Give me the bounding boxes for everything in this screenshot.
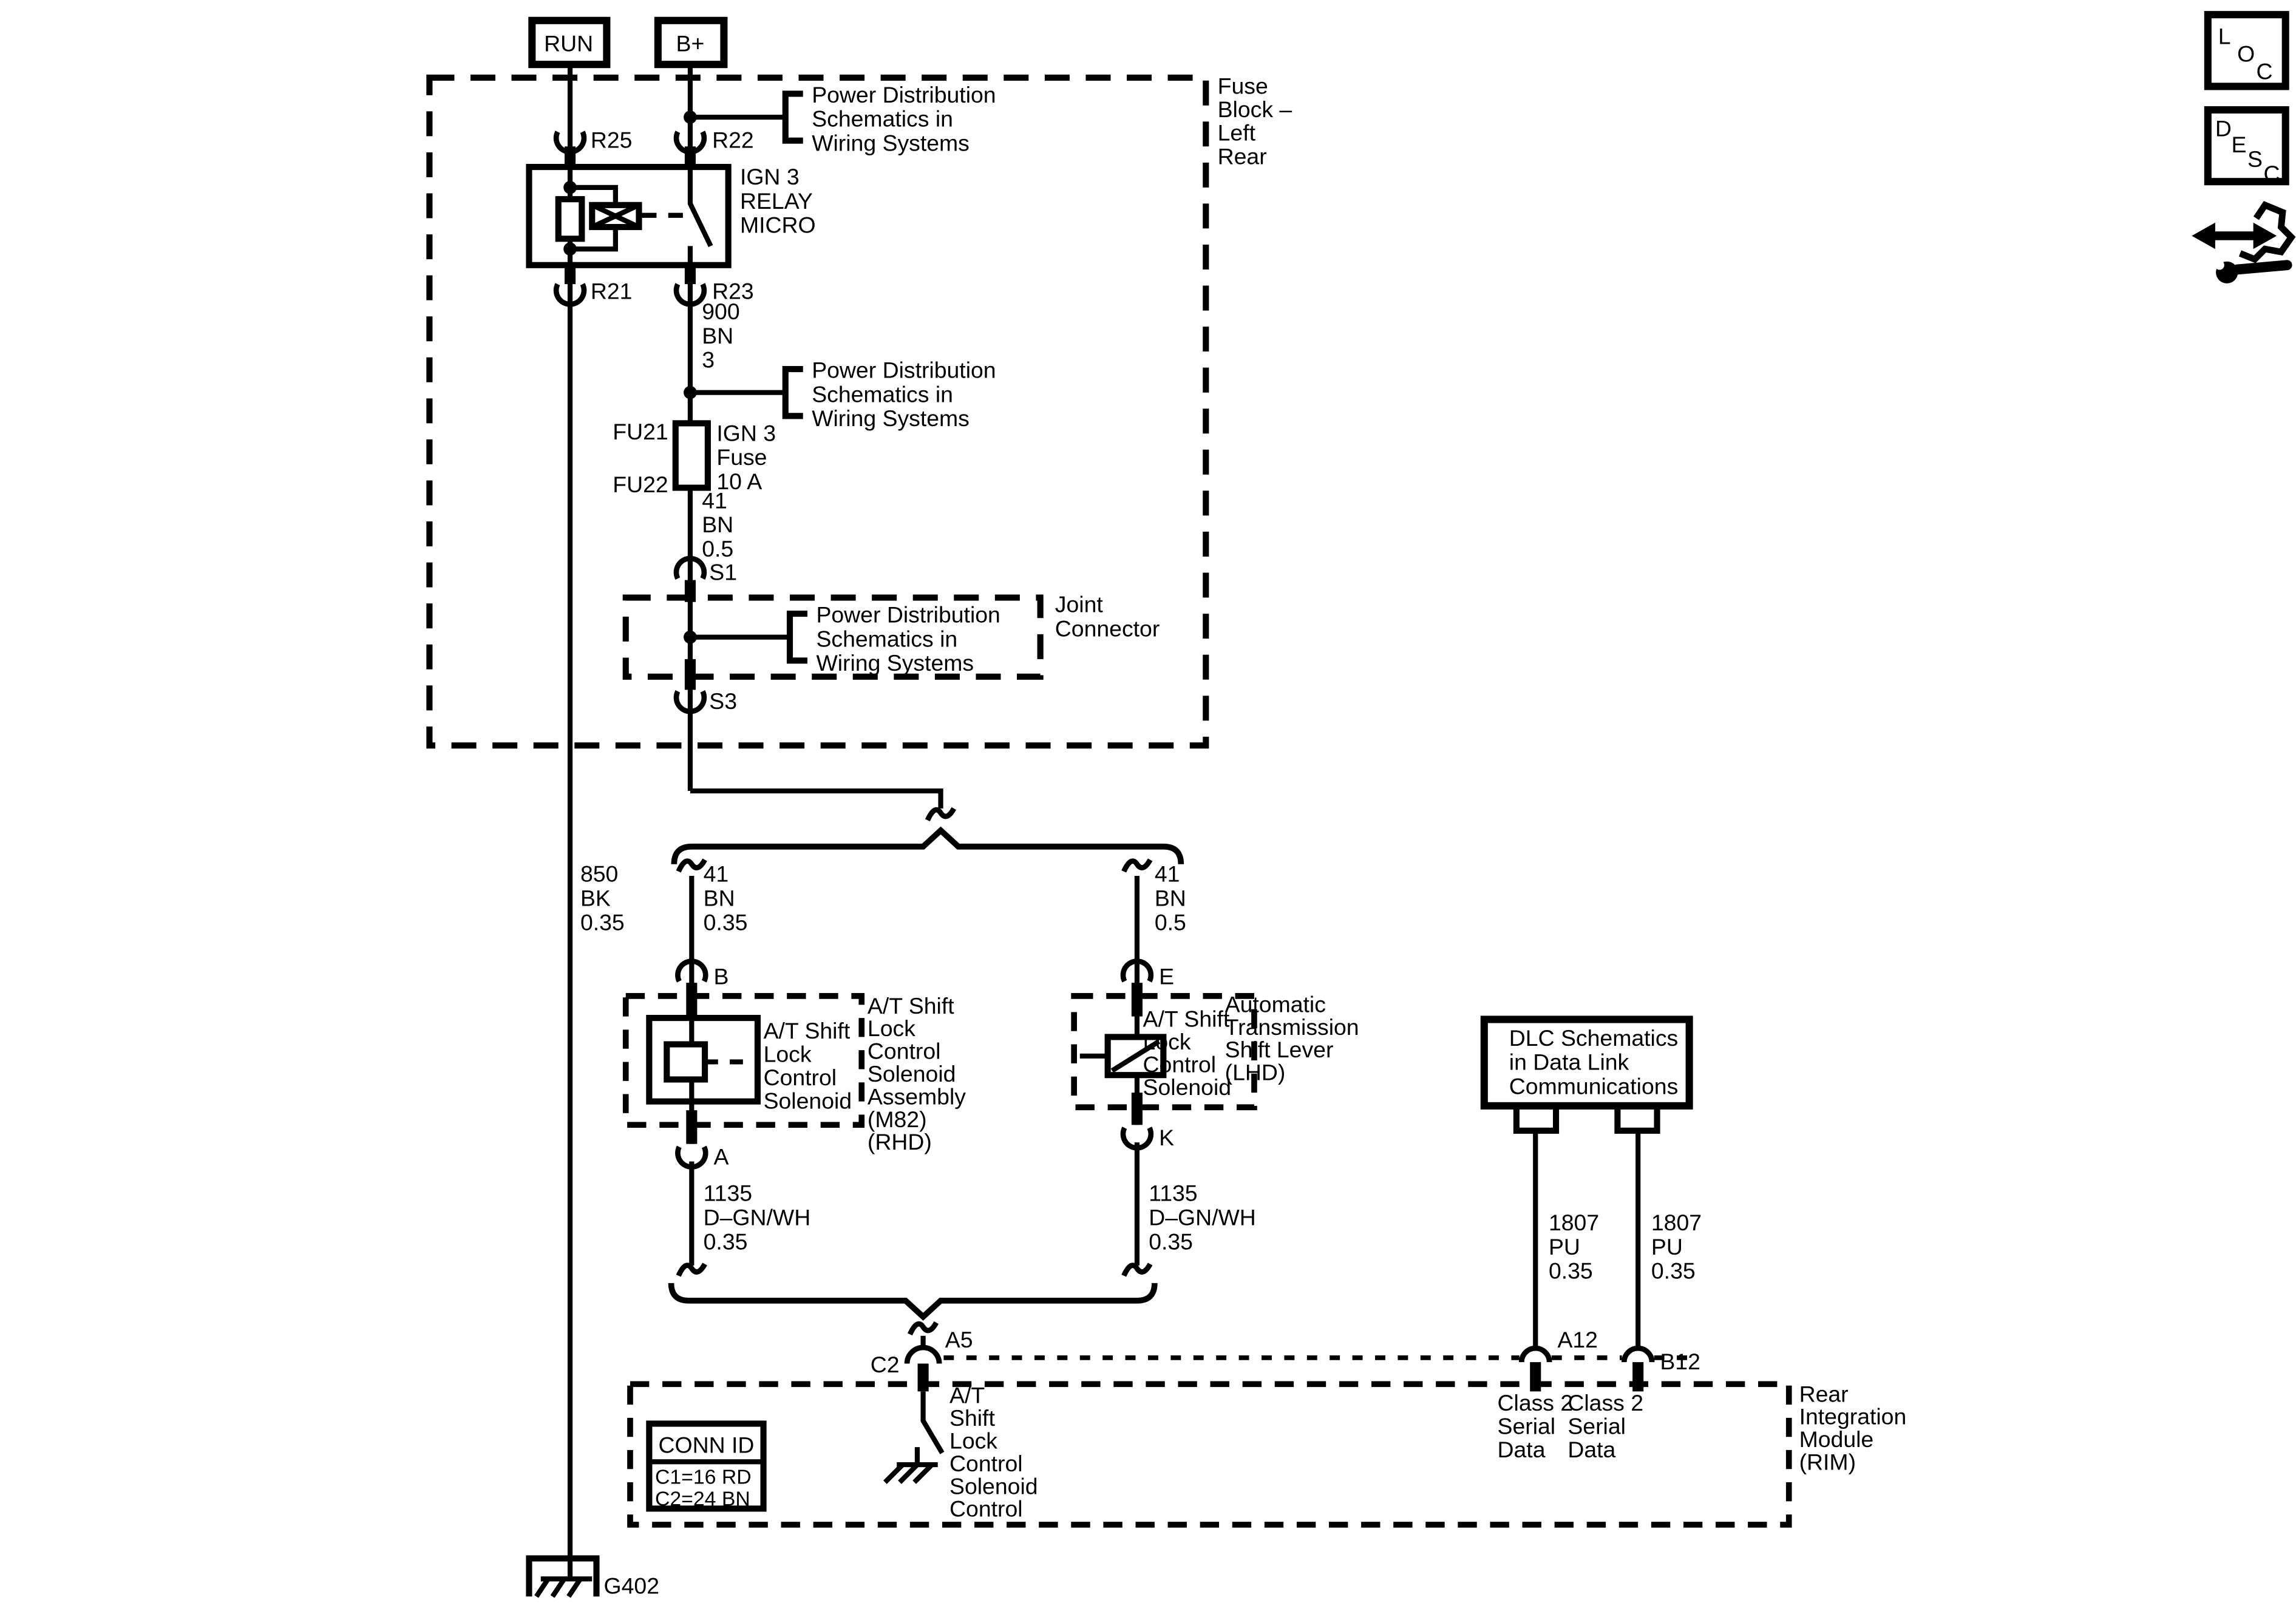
loc-letter-l: L (2218, 23, 2231, 49)
wire-1135-right: 1135 D–GN/WH 0.35 (1149, 1180, 1256, 1255)
ref-bracket (790, 614, 807, 660)
junction-dot (684, 631, 697, 644)
ref-power-dist-2: Power Distribution Schematics in Wiring Systems (812, 357, 996, 432)
break-icon (910, 1323, 936, 1334)
g402-ground (529, 1556, 596, 1597)
solenoid-right-outer-label: Automatic Transmission Shift Lever (LHD) (1224, 991, 1359, 1085)
double-arrow-head-left (2192, 223, 2215, 249)
wire-1807-right: 1807 PU 0.35 (1651, 1209, 1702, 1284)
wire-900-bn-3: 900 BN 3 (702, 299, 740, 373)
desc-letter-e: E (2231, 131, 2247, 157)
conn-id-row1: C1=16 RD (655, 1465, 752, 1489)
wire-41-bn-05-right: 41 BN 0.5 (1154, 861, 1186, 935)
fuse-block-label: Fuse Block – Left Rear (1217, 73, 1292, 169)
terminal-a12: A12 (1557, 1327, 1598, 1352)
junction-dot (563, 242, 577, 256)
bplus-label: B+ (676, 30, 705, 56)
fuse-fu22: FU22 (613, 471, 668, 497)
toolbar-icons (2192, 15, 2291, 283)
wire-segment (690, 791, 941, 808)
class2-label-left: Class 2 Serial Data (1497, 1389, 1574, 1462)
chassis-hatch (537, 1579, 580, 1596)
wire-41-bn-05: 41 BN 0.5 (702, 487, 734, 561)
relay-name: IGN 3 RELAY MICRO (739, 164, 816, 238)
terminal-a: A (713, 1144, 729, 1170)
terminal-s3: S3 (709, 688, 738, 714)
dlc-bracket-left (1517, 1106, 1556, 1131)
wrench-jaw (2215, 260, 2224, 270)
joint-connector-label: Joint Connector (1055, 591, 1160, 642)
solenoid-left-outer-label: A/T Shift Lock Control Solenoid Assembly (M82) (RHD) (867, 992, 966, 1155)
wire-1807-left: 1807 PU 0.35 (1548, 1209, 1600, 1284)
terminal-icon (1521, 1348, 1549, 1362)
dlc-bracket-right (1617, 1106, 1657, 1131)
bundle-brace-top (674, 830, 1181, 864)
terminal-c2: C2 (870, 1352, 900, 1378)
bundle-brace-bottom (671, 1283, 1155, 1317)
ref-power-dist-3: Power Distribution Schematics in Wiring Systems (816, 602, 1000, 676)
junction-dot (684, 110, 697, 124)
wire-1135-left: 1135 D–GN/WH 0.35 (703, 1180, 811, 1255)
rim-internal-ground (885, 1447, 938, 1482)
solenoid-coil (667, 1045, 705, 1080)
fuse-name: IGN 3 Fuse 10 A (716, 420, 776, 494)
terminal-s1: S1 (709, 559, 738, 585)
ref-bracket (786, 369, 803, 416)
class2-label-right: Class 2 Serial Data (1567, 1389, 1644, 1462)
terminal-b: B (713, 963, 729, 989)
desc-letter-d: D (2215, 115, 2232, 141)
wire-41-bn-035: 41 BN 0.35 (703, 861, 748, 935)
conn-id-title: CONN ID (658, 1432, 755, 1458)
relay-resistor (559, 199, 582, 239)
terminal-r25: R25 (590, 127, 633, 153)
terminal-r21: R21 (590, 278, 633, 304)
break-icon (1124, 1264, 1150, 1275)
wrench-handle (2237, 265, 2287, 270)
ref-power-dist-1: Power Distribution Schematics in Wiring Systems (812, 81, 996, 156)
terminal-icon (1624, 1348, 1652, 1362)
desc-letter-s: S (2247, 146, 2263, 172)
terminal-r22: R22 (712, 127, 754, 153)
loc-letter-o: O (2237, 41, 2255, 67)
wire-850-bk: 850 BK 0.35 (580, 861, 625, 935)
solenoid-control-label: A/T Shift Lock Control Solenoid Control (949, 1382, 1038, 1522)
repair-jump-icon[interactable] (2192, 205, 2291, 283)
desc-button[interactable] (2208, 110, 2286, 186)
fuse-fu21: FU21 (613, 418, 668, 444)
break-icon (928, 808, 954, 820)
run-label: RUN (544, 30, 594, 56)
terminal-k: K (1159, 1125, 1175, 1150)
break-icon (679, 1264, 705, 1275)
chassis-hatch (885, 1465, 932, 1482)
loc-letter-c: C (2256, 58, 2273, 84)
ref-bracket (786, 93, 803, 140)
double-arrow-head-right (2254, 223, 2277, 249)
conn-id-row2: C2=24 BN (655, 1487, 750, 1511)
terminal-b12: B12 (1660, 1349, 1700, 1375)
terminal-r23: R23 (712, 278, 754, 304)
labels (544, 30, 1906, 1598)
terminal-e: E (1159, 963, 1175, 989)
rim-label: Rear Integration Module (RIM) (1799, 1381, 1907, 1475)
terminal-a5: A5 (945, 1327, 973, 1352)
terminal-icon (907, 1348, 939, 1364)
ground-label: G402 (603, 1573, 660, 1599)
desc-letter-c: C (2263, 161, 2280, 187)
break-icon (1124, 859, 1150, 871)
junction-dot (684, 386, 697, 399)
shift-lock-solenoid-left (649, 1018, 758, 1102)
junction-dot (563, 181, 577, 194)
solenoid-left-inner-label: A/T Shift Lock Control Solenoid (763, 1017, 852, 1114)
ign3-fuse-element (676, 423, 708, 487)
loc-button[interactable] (2208, 15, 2286, 86)
solenoid-right-inner-label: A/T Shift Lock Control Solenoid (1143, 1006, 1232, 1100)
break-icon (679, 859, 705, 871)
dlc-ref-label: DLC Schematics in Data Link Communications (1509, 1025, 1679, 1099)
